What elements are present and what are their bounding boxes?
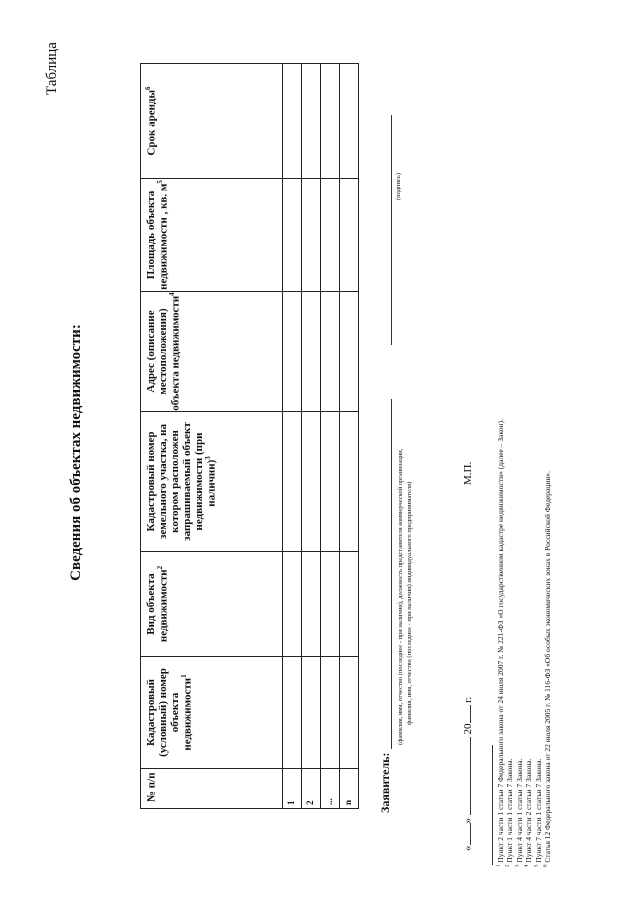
document-title: Сведения об объектах недвижимости:: [68, 324, 84, 581]
footnote: $^4$ Пункт 4 части 2 статьи 7 Закона.: [524, 758, 534, 867]
row-number: 2: [302, 769, 321, 809]
table-cell[interactable]: [302, 64, 321, 179]
row-number: 1: [283, 769, 302, 809]
header-address: Адрес (описание местоположения) объекта недвижимости$^4$: [141, 292, 283, 412]
real-estate-table: [140, 63, 359, 809]
table-cell[interactable]: [340, 179, 359, 292]
table-cell[interactable]: [302, 179, 321, 292]
table-row: [321, 64, 340, 809]
table-cell[interactable]: [283, 412, 302, 552]
date-open-quote: «: [462, 845, 474, 851]
table-cell[interactable]: [321, 657, 340, 769]
header-number: № п/п: [141, 769, 283, 809]
year-prefix: 20: [462, 723, 474, 735]
applicant-caption: [396, 345, 415, 745]
signature-field[interactable]: [391, 115, 392, 345]
footnote: $^3$ Пункт 4 части 1 статьи 7 Закона.: [514, 758, 524, 867]
table-cell[interactable]: [283, 552, 302, 657]
table-cell[interactable]: [321, 64, 340, 179]
header-cadastral-number: Кадастровый (условный) номер объекта недвижимости$^1$: [141, 657, 283, 769]
applicant-caption-line-1: (фамилия, имя, отчество (последнее - при наличии), должность представителя коммерческой организации,: [397, 448, 404, 745]
applicant-name-field[interactable]: [391, 399, 392, 749]
seal-placeholder: М.П.: [462, 461, 474, 485]
table-cell[interactable]: [283, 64, 302, 179]
year-field[interactable]: [460, 706, 471, 724]
footnotes: [496, 419, 552, 867]
table-cell[interactable]: [302, 412, 321, 552]
table-row: [302, 64, 321, 809]
signature-caption: (подпись): [395, 173, 402, 200]
header-land-plot-number: Кадастровый номер земельного участка, на котором расположен запрашиваемый объект недвижимости (при наличии)$^3$: [141, 412, 283, 552]
table-caption: Таблица: [44, 42, 60, 95]
table-row: [283, 64, 302, 809]
footnote-divider: [492, 745, 493, 865]
header-object-type: Вид объекта недвижимости$^2$: [141, 552, 283, 657]
table-cell[interactable]: [283, 179, 302, 292]
table-row: [340, 64, 359, 809]
footnote: $^2$ Пункт 1 части 1 статьи 7 Закона.: [505, 758, 515, 867]
table-cell[interactable]: [321, 412, 340, 552]
day-field[interactable]: [460, 824, 471, 846]
header-lease-term: Срок аренды$^6$: [141, 64, 283, 179]
table-cell[interactable]: [340, 657, 359, 769]
footnote: $^1$ Пункт 2 части 1 статьи 7 Федерального закона от 24 июля 2007 г. № 221-ФЗ «О государственном кадастре недвижимости» (далее – Закон).: [496, 419, 505, 867]
table-cell[interactable]: [321, 292, 340, 412]
row-number: ...: [321, 769, 340, 809]
applicant-label: Заявитель:: [378, 752, 392, 813]
applicant-caption-line-2: фамилия, имя, отчество (последнее - при наличии) индивидуального предпринимателя): [406, 481, 414, 725]
table-cell[interactable]: [321, 179, 340, 292]
table-cell[interactable]: [302, 552, 321, 657]
table-cell[interactable]: [340, 552, 359, 657]
table-cell[interactable]: [340, 292, 359, 412]
year-suffix: г.: [462, 696, 474, 703]
table-cell[interactable]: [283, 292, 302, 412]
table-cell[interactable]: [321, 552, 340, 657]
date-line: [460, 697, 474, 851]
header-area: Площадь объекта недвижимости , кв. $м^5$: [141, 179, 283, 292]
row-number: n: [340, 769, 359, 809]
table-cell[interactable]: [340, 64, 359, 179]
footnote: $^6$ Статья 12 Федерального закона от 22 июля 2005 г. № 116-ФЗ «Об особых экономических зонах в Российской Федерации».: [542, 471, 552, 867]
table-cell[interactable]: [340, 412, 359, 552]
table-cell[interactable]: [302, 292, 321, 412]
month-field[interactable]: [460, 737, 471, 815]
table-header-row: [141, 64, 283, 809]
table-cell[interactable]: [302, 657, 321, 769]
date-close-quote: »: [462, 818, 474, 824]
table-cell[interactable]: [283, 657, 302, 769]
footnote: $^5$ Пункт 7 части 1 статьи 7 Закона.: [533, 758, 543, 867]
